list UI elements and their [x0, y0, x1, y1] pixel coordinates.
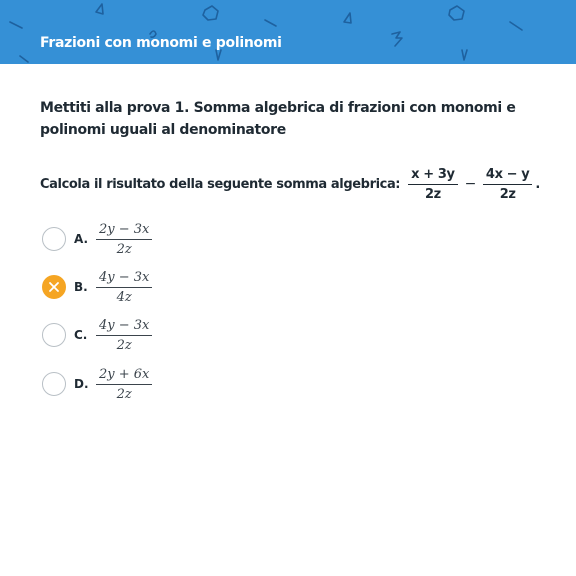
question-fraction-2: [483, 167, 532, 202]
question-prompt: Calcola il risultato della seguente somma algebrica:: [40, 176, 401, 192]
question: [40, 166, 540, 202]
radio-button[interactable]: [42, 323, 66, 347]
option-b[interactable]: [42, 267, 152, 307]
option-fraction: [96, 270, 152, 305]
option-d[interactable]: [42, 364, 152, 404]
fraction-denominator: 2z: [116, 386, 132, 402]
option-a[interactable]: [42, 219, 152, 259]
header-decoration: [0, 0, 576, 64]
option-c[interactable]: [42, 315, 152, 355]
radio-button-wrong[interactable]: [42, 275, 66, 299]
option-letter: B.: [74, 280, 88, 294]
exercise-title: Mettiti alla prova 1. Somma algebrica di frazioni con monomi e polinomi uguali al denominatore: [40, 100, 516, 138]
fraction-denominator: 4z: [116, 289, 132, 305]
option-letter: A.: [74, 232, 89, 246]
fraction-numerator: 2y + 6x: [96, 367, 152, 385]
question-fraction-1: [408, 167, 457, 202]
fraction-numerator: 4x − y: [483, 167, 532, 185]
option-fraction: [96, 222, 152, 257]
option-letter: C.: [74, 328, 88, 342]
question-operator: −: [464, 176, 476, 192]
radio-button[interactable]: [42, 227, 66, 251]
app-header: [0, 0, 576, 64]
header-title: Frazioni con monomi e polinomi: [40, 35, 282, 51]
fraction-denominator: 2z: [116, 241, 132, 257]
fraction-denominator: 2z: [424, 186, 441, 202]
option-letter: D.: [74, 377, 89, 391]
fraction-numerator: 4y − 3x: [96, 318, 152, 336]
question-end: .: [535, 176, 540, 192]
option-fraction: [96, 367, 152, 402]
option-fraction: [96, 318, 152, 353]
radio-button[interactable]: [42, 372, 66, 396]
fraction-numerator: 4y − 3x: [96, 270, 152, 288]
fraction-numerator: 2y − 3x: [96, 222, 152, 240]
fraction-denominator: 2z: [116, 337, 132, 353]
x-icon: [48, 281, 60, 293]
fraction-denominator: 2z: [499, 186, 516, 202]
fraction-numerator: x + 3y: [408, 167, 457, 185]
